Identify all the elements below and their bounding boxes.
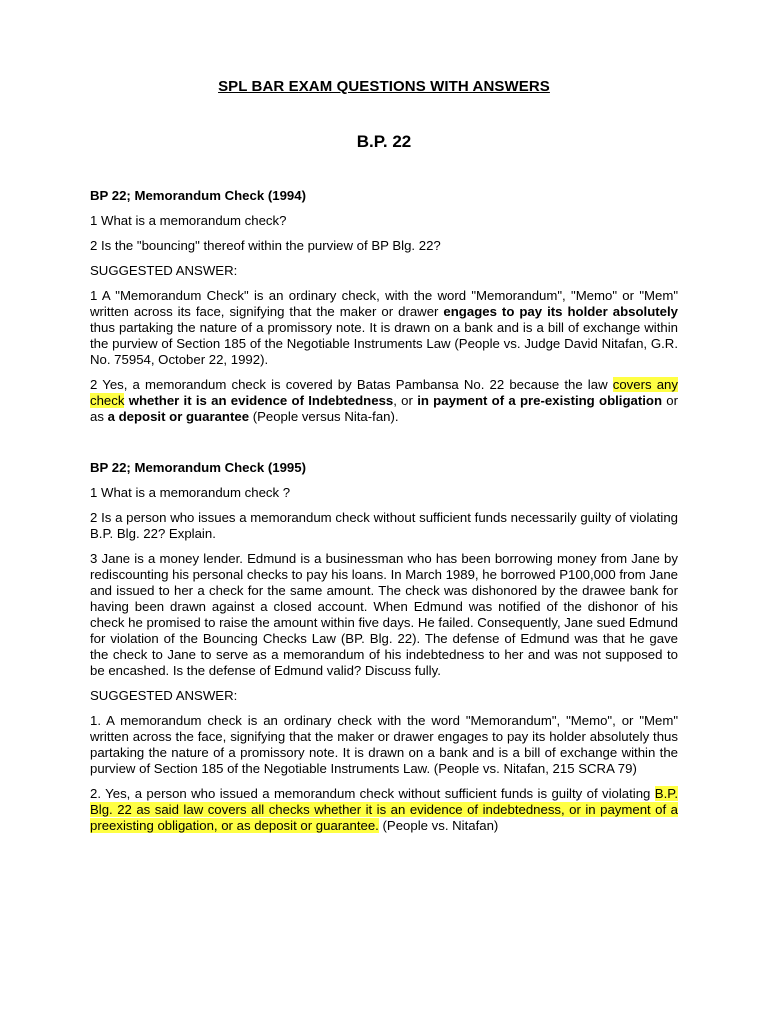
answer-bold-text: a deposit or guarantee (107, 409, 250, 424)
document-subtitle: B.P. 22 (356, 132, 412, 151)
answer-bold-text: whether it is an evidence of Indebtedness (124, 393, 394, 408)
suggested-answer-label: SUGGESTED ANSWER: (90, 688, 238, 703)
answer-2 (90, 786, 678, 834)
highlighted-text: covers any check (90, 377, 678, 408)
suggested-answer-label: SUGGESTED ANSWER: (90, 263, 238, 278)
answer-bold-text: in payment of a pre-existing obligation (417, 393, 663, 408)
answer-1 (90, 288, 678, 368)
section-1994 (90, 188, 678, 434)
section-1995 (90, 460, 678, 843)
question-2: 2 Is the "bouncing" thereof within the purview of BP Blg. 22? (90, 238, 441, 253)
question-1: 1 What is a memorandum check? (90, 213, 287, 228)
answer-text: , or (393, 393, 418, 408)
question-1: 1 What is a memorandum check ? (90, 485, 291, 500)
answer-text: (People versus Nita-fan). (249, 409, 399, 424)
answer-text: (People vs. Nitafan) (378, 818, 499, 833)
highlighted-text: B.P. Blg. 22 as said law covers all checks whether it is an evidence of indebtedness, or in payment of a preexisting obligation, or as deposit or guarantee. (90, 786, 678, 833)
section-heading: BP 22; Memorandum Check (1994) (90, 188, 306, 203)
document-title: SPL BAR EXAM QUESTIONS WITH ANSWERS (218, 78, 550, 95)
answer-text: 1 A "Memorandum Check" is an ordinary check, with the word "Memorandum", "Memo" or "Mem" written across its face, signifying that the maker or drawer (90, 288, 678, 319)
question-2: 2 Is a person who issues a memorandum check without sufficient funds necessarily guilty of violating B.P. Blg. 22? Explain. (90, 510, 678, 541)
section-heading: BP 22; Memorandum Check (1995) (90, 460, 306, 475)
answer-text: thus partaking the nature of a promissory note. It is drawn on a bank and is a bill of exchange within the purview of Section 185 of the Negotiable Instruments Law (People vs. Judge David Nitafan, G.R. No. 75954, October 22, 1992). (90, 320, 678, 367)
question-3: 3 Jane is a money lender. Edmund is a businessman who has been borrowing money from Jane by rediscounting his personal checks to pay his loans. In March 1989, he borrowed P100,000 from Jane and issued to her a check for the same amount. The check was dishonored by the drawee bank for having been drawn against a closed account. When Edmund was notified of the dishonor of his check he promised to raise the amount within five days. He failed. Consequently, Jane sued Edmund for violation of the Bouncing Checks Law (BP. Blg. 22). The defense of Edmund was that he gave the check to Jane to serve as a memorandum of his indebtedness to her and was not supposed to be encashed. Is the defense of Edmund valid? Discuss fully. (90, 551, 678, 678)
answer-text: or as (90, 393, 679, 424)
answer-2 (90, 377, 678, 425)
answer-text: 2 Yes, a memorandum check is covered by Batas Pambansa No. 22 because the law (90, 377, 613, 392)
answer-bold-text: engages to pay its holder absolutely (443, 304, 678, 319)
answer-text: 2. Yes, a person who issued a memorandum check without sufficient funds is guilty of violating (90, 786, 655, 801)
answer-1: 1. A memorandum check is an ordinary check with the word "Memorandum", "Memo", or "Mem" written across the face, signifying that the maker or drawer engages to pay its holder absolutely thus partaking the nature of a promissory note. It is drawn on a bank and is a bill of exchange within the purview of Section 185 of the Negotiable Instruments Law. (People vs. Nitafan, 215 SCRA 79) (90, 713, 678, 776)
